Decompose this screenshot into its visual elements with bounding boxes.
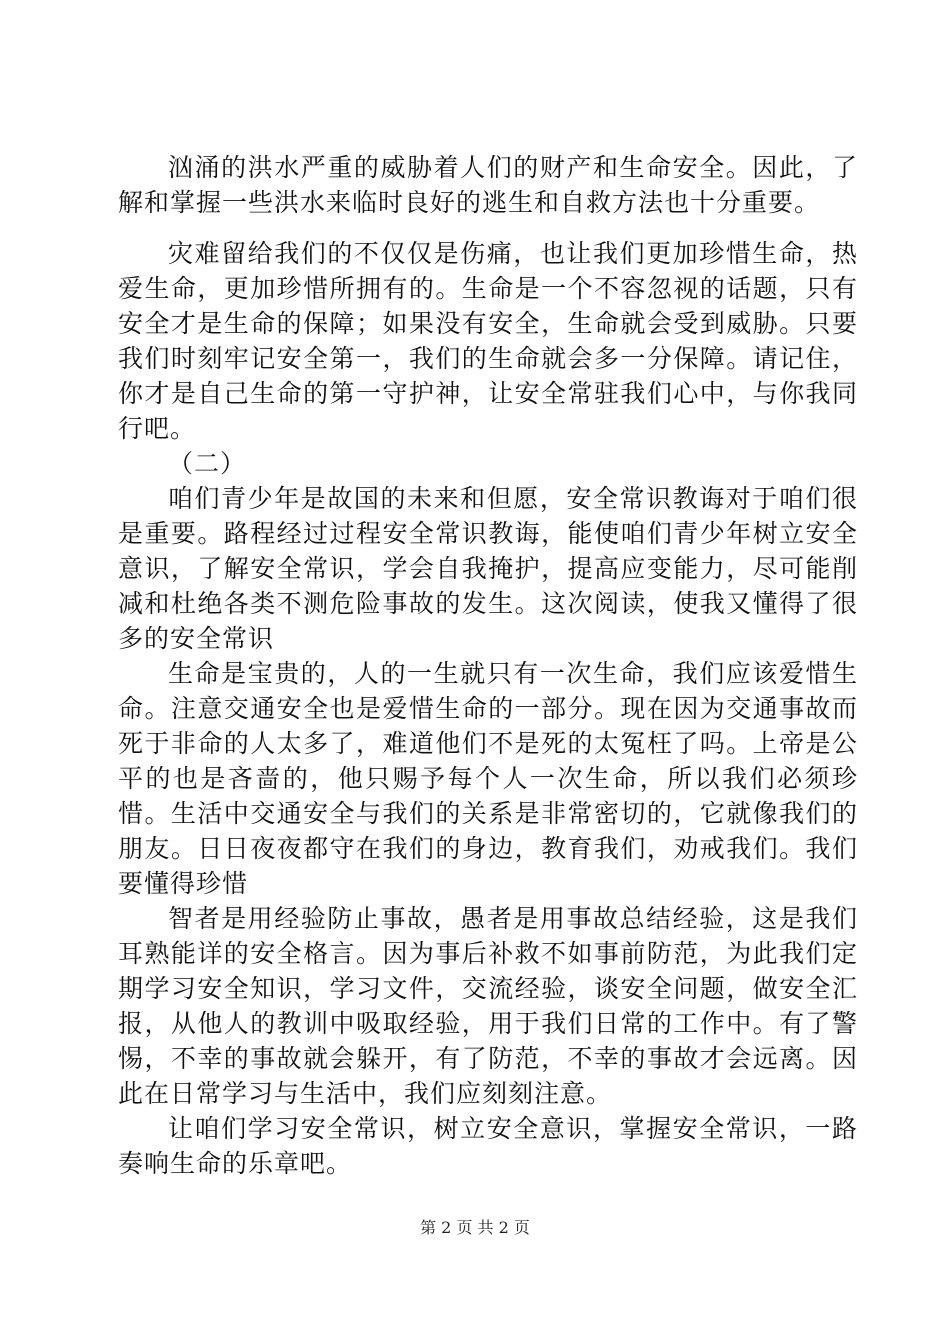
paragraph-flood: 汹涌的洪水严重的威胁着人们的财产和生命安全。因此，了解和掌握一些洪水来临时良好的逃生和自救方法也十分重要。: [118, 153, 858, 217]
page-footer: 第 2 页 共 2 页: [420, 1218, 530, 1237]
paragraph-traffic-safety: 生命是宝贵的，人的一生就只有一次生命，我们应该爱惜生命。注意交通安全也是爱惜生命的一部分。现在因为交通事故而死于非命的人太多了，难道他们不是死的太冤枉了吗。上帝是公平的也是吝啬的，他只赐予每个人一次生命，所以我们必须珍惜。生活中交通安全与我们的关系是非常密切的，它就像我们的朋友。日日夜夜都守在我们的身边，教育我们，劝戒我们。我们要懂得珍惜: [118, 659, 858, 898]
paragraph-conclusion: 让咱们学习安全常识，树立安全意识，掌握安全常识，一路奏响生命的乐章吧。: [118, 1114, 858, 1178]
paragraph-wise-experience: 智者是用经验防止事故，愚者是用事故总结经验，这是我们耳熟能详的安全格言。因为事后补救不如事前防范，为此我们定期学习安全知识，学习文件，交流经验，谈安全问题，做安全汇报，从他人的教训中吸取经验，用于我们日常的工作中。有了警惕，不幸的事故就会躲开，有了防范，不幸的事故才会远离。因此在日常学习与生活中，我们应刻刻注意。: [118, 904, 858, 1108]
paragraph-youth-safety: 咱们青少年是故国的未来和但愿，安全常识教诲对于咱们很是重要。路程经过过程安全常识教诲，能使咱们青少年树立安全意识，了解安全常识，学会自我掩护，提高应变能力，尽可能削减和杜绝各类不测危险事故的发生。这次阅读，使我又懂得了很多的安全常识: [118, 484, 858, 653]
document-body: [118, 150, 858, 1181]
section-heading-two: （二）: [168, 449, 247, 478]
paragraph-disaster: 灾难留给我们的不仅仅是伤痛，也让我们更加珍惜生命，热爱生命，更加珍惜所拥有的。生命是一个不容忽视的话题，只有安全才是生命的保障；如果没有安全，生命就会受到威胁。只要我们时刻牢记安全第一，我们的生命就会多一分保障。请记住，你才是自己生命的第一守护神，让安全常驻我们心中，与你我同行吧。: [118, 239, 858, 443]
